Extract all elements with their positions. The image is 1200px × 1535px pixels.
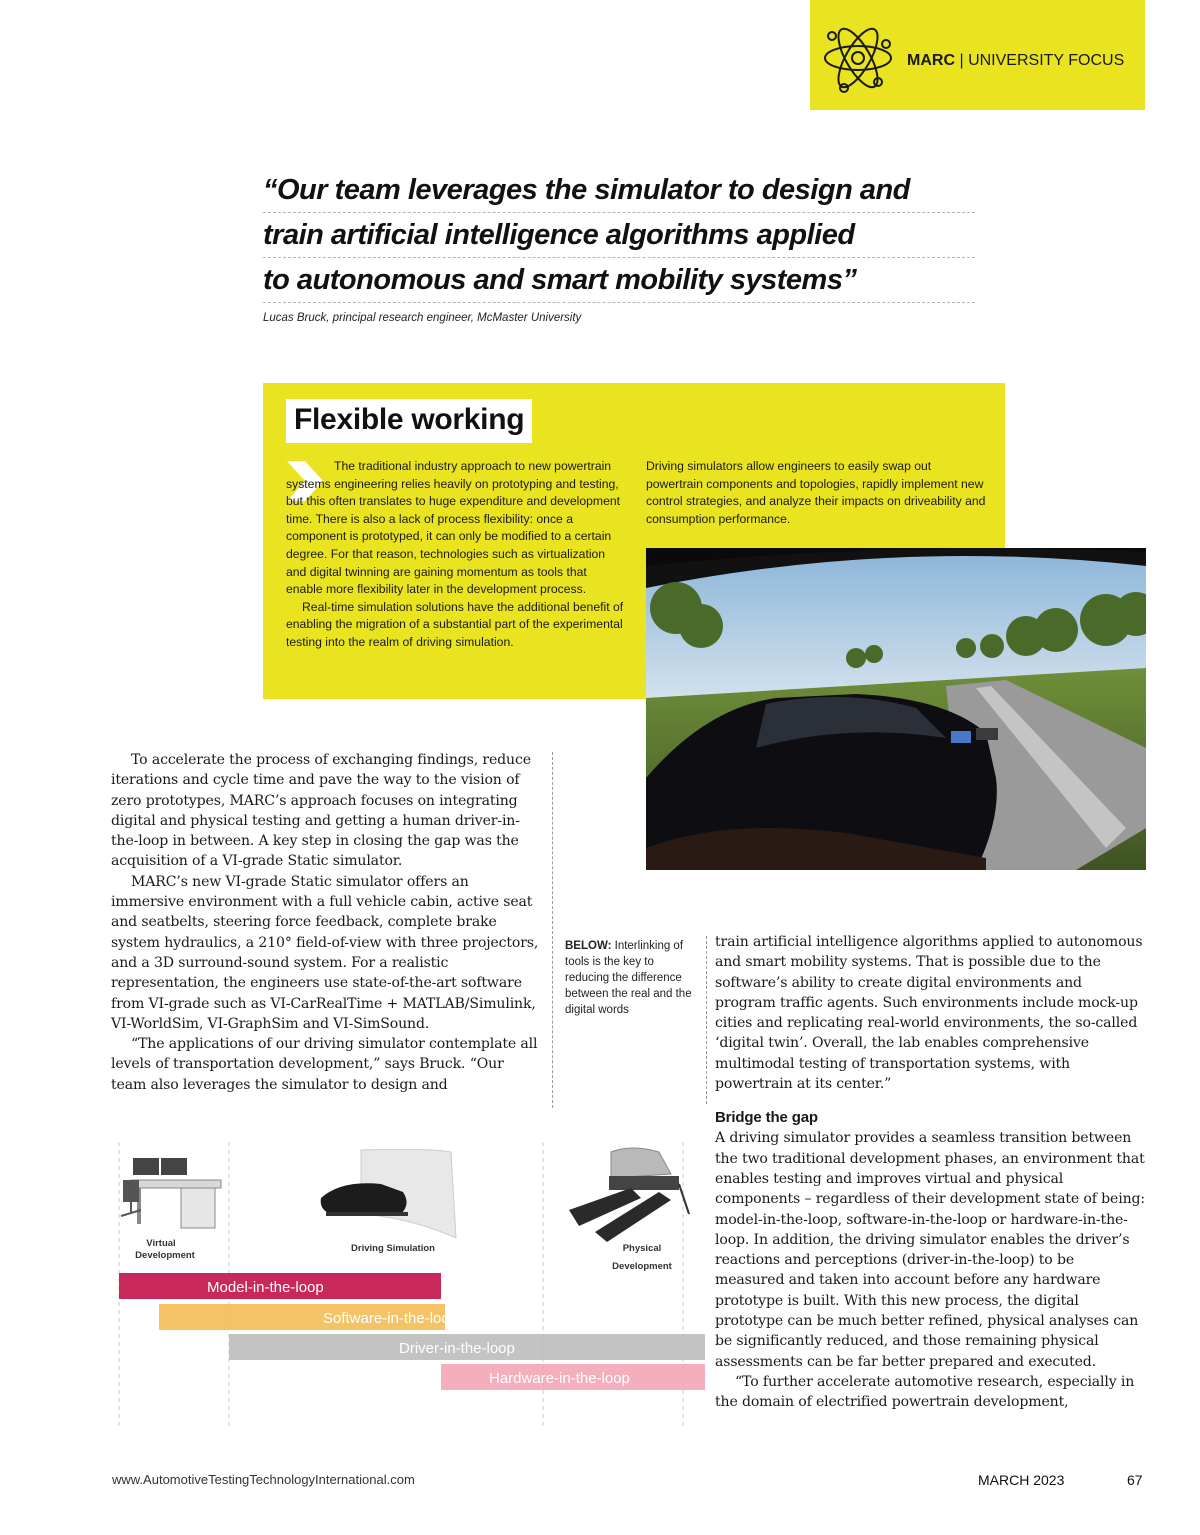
pull-quote — [263, 168, 975, 303]
quote-line: to autonomous and smart mobility systems” — [263, 258, 975, 303]
simulator-dome-icon — [321, 1149, 456, 1238]
caption-text: Interlinking of tools is the key to reducing the difference between the real and the digital words — [565, 940, 692, 1016]
body-paragraph: MARC’s new VI-grade Static simulator offers an immersive environment with a full vehicle cabin, active seat and seatbelts, steering force feedback, complete brake system hydraulics, a 210° field-of-view with three projectors, and a 3D surround-sound system. For a realistic representation, the engineers use state-of-the-art software from VI-grade such as VI-CarRealTime + MATLAB/Simulink, VI-WorldSim, VI-GraphSim and VI-SimSound. — [111, 873, 539, 1032]
development-process-diagram — [111, 1118, 705, 1430]
bar-label: Driver-in-the-loop — [399, 1340, 515, 1357]
stage-label: Physical — [622, 1243, 662, 1254]
bar-label: Software-in-the-loop — [323, 1310, 459, 1327]
sidebar-column-1 — [286, 458, 626, 652]
stage-label: Development — [612, 1261, 672, 1272]
body-column-left — [111, 750, 543, 1095]
column-divider — [552, 752, 553, 1108]
quote-line: train artificial intelligence algorithms applied — [263, 213, 975, 258]
sidebar-paragraph: Real-time simulation solutions have the additional benefit of enabling the migration of a substantial part of the experimental testing into the realm of driving simulation. — [286, 599, 624, 649]
caption-label: BELOW: — [565, 940, 612, 952]
body-paragraph: To accelerate the process of exchanging findings, reduce iterations and cycle time and pave the way to the vision of zero prototypes, MARC’s approach focuses on integrating digital and physical testing and getting a human driver-in-the-loop in between. A key step in closing the gap was the acquisition of a VI-grade Static simulator. — [111, 752, 531, 870]
figure-caption — [565, 938, 700, 1018]
body-paragraph: “To further accelerate automotive research, especially in the domain of electrified powertrain development, — [715, 1373, 1135, 1411]
section-label — [907, 52, 1124, 70]
body-paragraph: A driving simulator provides a seamless transition between the two traditional development phases, an environment that enables testing and improves virtual and physical components – regardless of their development state of being: model-in-the-loop, software-in-the-loop or hardware-in-the-loop. In addition, the driving simulator enables the driver’s reactions and perceptions (driver-in-the-loop) to be measured and taken into account before any hardware prototype is built. With this new process, the digital prototype can be much better refined, physical analyses can be significantly reduced, and those remaining physical assessments can be far better prepared and executed. — [715, 1130, 1145, 1370]
footer-issue-date: MARCH 2023 — [978, 1472, 1065, 1488]
body-paragraph: train artificial intelligence algorithms applied to autonomous and smart mobility systems. That is possible due to the software’s ability to create digital environments and program traffic agents. Such environments include mock-up cities and replicating real-world environments, the so-called ‘digital twin’. Overall, the lab enables comprehensive multimodal testing of transportation systems, with powertrain at its center.” — [715, 934, 1143, 1093]
sidebar-paragraph: The traditional industry approach to new powertrain systems engineering relies heavily on prototyping and testing, but this often translates to huge expenditure and development time. There is also a lack of process flexibility: once a component is prototyped, it can only be modified to a certain degree. For that reason, technologies such as virtualization and digital twinning are gaining momentum as tools that enable more flexibility later in the development process. — [286, 459, 621, 597]
vehicle-test-rig-icon — [569, 1148, 689, 1242]
subheading: Bridge the gap — [715, 1109, 818, 1127]
sidebar-column-2: Driving simulators allow engineers to easily swap out powertrain components and topologies, rapidly implement new control strategies, and analyze their impacts on driveability and consumption performance. — [646, 459, 986, 526]
column-divider — [706, 936, 707, 1104]
simulator-photo — [646, 548, 1146, 870]
stage-label: Development — [135, 1250, 195, 1261]
stage-label: Virtual — [146, 1238, 176, 1249]
quote-attribution: Lucas Bruck, principal research engineer, McMaster University — [263, 312, 582, 324]
brand-name: MARC — [907, 52, 955, 69]
atom-icon — [822, 22, 894, 94]
section-header-tab — [810, 0, 1145, 110]
body-column-right — [715, 932, 1145, 1413]
sidebar-title: Flexible working — [286, 399, 532, 443]
footer-website: www.AutomotiveTestingTechnologyInternational.com — [112, 1472, 415, 1487]
section-name: UNIVERSITY FOCUS — [968, 52, 1125, 69]
diagram-svg — [111, 1118, 705, 1430]
separator: | — [959, 52, 964, 69]
body-paragraph: “The applications of our driving simulator contemplate all levels of transportation development,” says Bruck. “Our team also leverages the simulator to design and — [111, 1036, 538, 1093]
bar-label: Model-in-the-loop — [207, 1279, 324, 1296]
stage-label: Driving Simulation — [351, 1243, 435, 1254]
page-number: 67 — [1127, 1472, 1143, 1488]
bar-label: Hardware-in-the-loop — [489, 1370, 630, 1387]
workstation-icon — [121, 1158, 221, 1228]
quote-line: “Our team leverages the simulator to design and — [263, 168, 975, 213]
car-simulator-illustration — [646, 548, 1146, 870]
